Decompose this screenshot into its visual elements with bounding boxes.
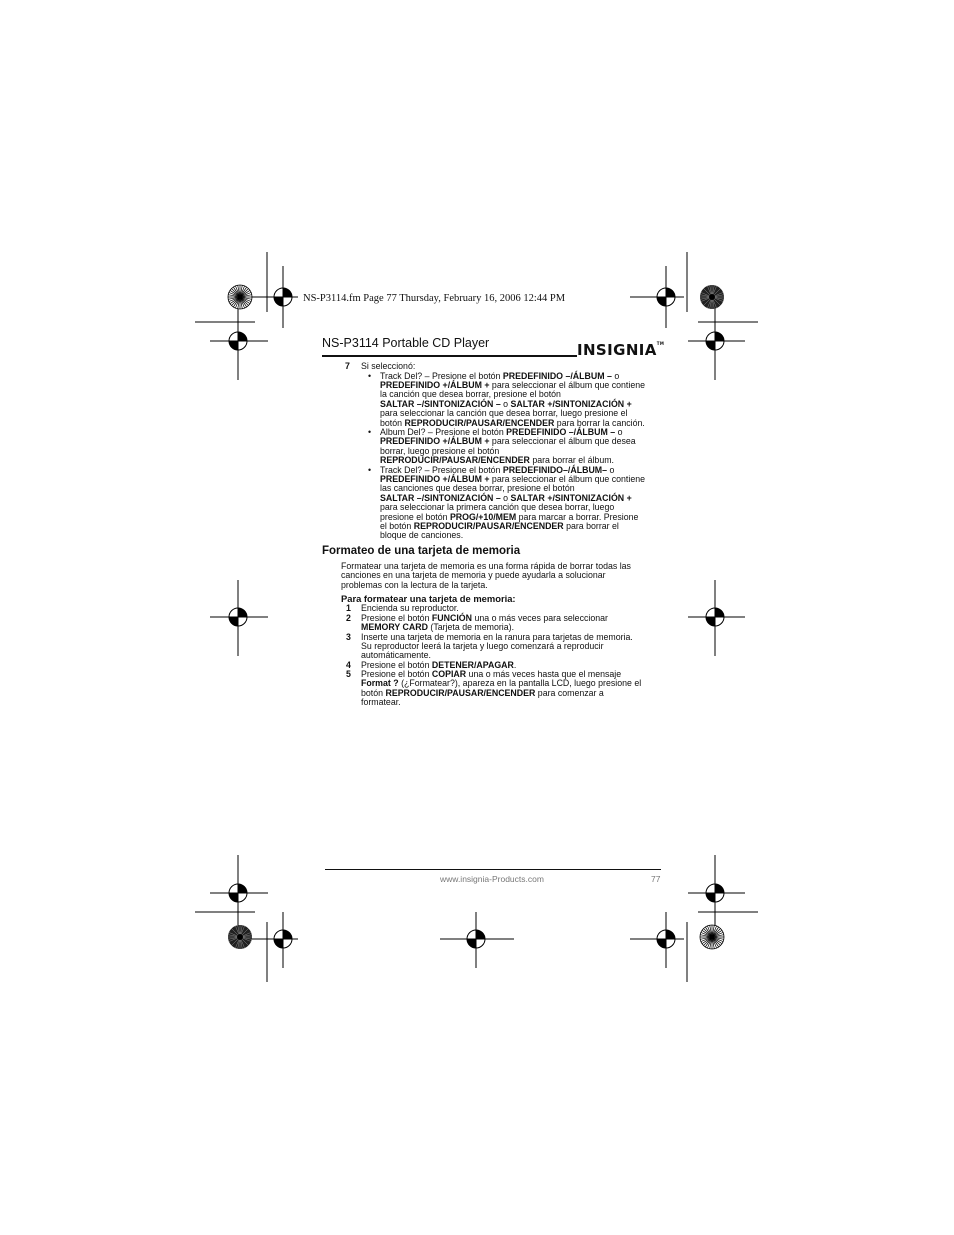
step-number: 7 bbox=[345, 361, 350, 371]
text-run: la canción que desea borrar, presione el botón bbox=[380, 389, 561, 400]
text-run: (Tarjeta de memoria). bbox=[427, 621, 515, 632]
text-run: Inserte una tarjeta de memoria en la ranura para tarjetas de memoria. bbox=[361, 631, 633, 642]
step-number: 1 bbox=[346, 603, 351, 613]
text-run: o bbox=[500, 492, 511, 503]
bold-term: REPRODUCIR/PAUSAR/ENCENDER bbox=[385, 687, 536, 698]
text-run: o bbox=[500, 398, 511, 409]
step-line bbox=[361, 698, 401, 707]
text-run: para comenzar a bbox=[535, 687, 604, 698]
text-run: una o más veces hasta que el mensaje bbox=[466, 669, 622, 679]
bold-term: SALTAR +/SINTONIZACIÓN + bbox=[510, 398, 632, 409]
text-run: borrar, luego presione el botón bbox=[380, 445, 500, 456]
bullet-marker: • bbox=[368, 427, 372, 437]
section-heading: Formateo de una tarjeta de memoria bbox=[322, 545, 521, 557]
text-run: automáticamente. bbox=[361, 650, 431, 661]
bullet-marker: • bbox=[368, 370, 372, 381]
bold-term: REPRODUCIR/PAUSAR/ENCENDER bbox=[413, 520, 564, 531]
text-run: canciones en una tarjeta de memoria y puede ayudarla a solucionar bbox=[341, 570, 606, 581]
bold-term: COPIAR bbox=[431, 669, 467, 679]
bold-term: REPRODUCIR/PAUSAR/ENCENDER bbox=[380, 455, 530, 466]
text-run: bloque de canciones. bbox=[380, 530, 464, 541]
text-run: Encienda su reproductor. bbox=[361, 603, 459, 613]
text-run: una o más veces para seleccionar bbox=[472, 612, 608, 623]
bold-term: SALTAR –/SINTONIZACIÓN – bbox=[380, 398, 501, 409]
text-run: para borrar el álbum. bbox=[529, 455, 614, 466]
page-header-title: NS-P3114 Portable CD Player bbox=[322, 336, 490, 350]
text-run: Album Del? – Presione el botón bbox=[380, 427, 507, 437]
step-number: 4 bbox=[346, 659, 351, 670]
bold-term: FUNCIÓN bbox=[431, 612, 472, 623]
footer-url: www.insignia-Products.com bbox=[440, 874, 544, 884]
text-run: para seleccionar la canción que desea borrar, luego presione el bbox=[380, 408, 628, 419]
procedure-heading: Para formatear una tarjeta de memoria: bbox=[341, 593, 516, 604]
text-run: presione el botón bbox=[380, 511, 450, 522]
text-run: las canciones que desea borrar, presione el botón bbox=[380, 483, 575, 494]
text-run: para seleccionar el álbum que desea bbox=[489, 436, 636, 447]
text-run: . bbox=[513, 659, 517, 670]
text-run: para borrar la canción. bbox=[554, 417, 645, 428]
bold-term: PREDEFINIDO +/ÁLBUM + bbox=[380, 473, 490, 484]
text-run: para seleccionar el álbum que contiene bbox=[489, 473, 645, 484]
text-run: Formatear una tarjeta de memoria es una forma rápida de borrar todas las bbox=[341, 561, 631, 571]
text-run: el botón bbox=[380, 520, 414, 531]
text-run: o bbox=[607, 464, 615, 475]
text-run: (¿Formatear?), apareza en la pantalla LCD, luego presione el bbox=[398, 678, 642, 689]
bold-term: SALTAR +/SINTONIZACIÓN + bbox=[510, 492, 632, 503]
page-number: 77 bbox=[651, 874, 661, 884]
bold-term: REPRODUCIR/PAUSAR/ENCENDER bbox=[404, 417, 555, 428]
text-run: problemas con la lectura de la tarjeta. bbox=[341, 579, 488, 590]
bullet-marker: • bbox=[368, 464, 372, 475]
step-number: 3 bbox=[346, 631, 351, 642]
step-intro: Si seleccionó: bbox=[361, 361, 416, 371]
text-run: para seleccionar el álbum que contiene bbox=[489, 379, 645, 390]
bold-term: PREDEFINIDO –/ÁLBUM – bbox=[506, 427, 616, 437]
text-run: Presione el botón bbox=[361, 659, 432, 670]
header-rule bbox=[322, 355, 577, 357]
intro-line bbox=[341, 581, 488, 590]
text-run: para marcar a borrar. Presione bbox=[516, 511, 639, 522]
bold-term: PREDEFINIDO +/ÁLBUM + bbox=[380, 379, 490, 390]
bold-term: PREDEFINIDO –/ÁLBUM – bbox=[502, 370, 612, 381]
bold-term: MEMORY CARD bbox=[361, 621, 428, 632]
bold-term: Format ? bbox=[361, 678, 399, 689]
step-number: 5 bbox=[346, 669, 351, 679]
insignia-logo bbox=[577, 341, 664, 359]
text-run: botón bbox=[361, 687, 386, 698]
text-run: Track Del? – Presione el botón bbox=[380, 464, 503, 475]
bold-term: DETENER/APAGAR bbox=[431, 659, 514, 670]
text-run: botón bbox=[380, 417, 405, 428]
text-run: formatear. bbox=[361, 697, 401, 708]
text-run: para borrar el bbox=[563, 520, 619, 531]
bold-term: PREDEFINIDO–/ÁLBUM– bbox=[502, 464, 608, 475]
text-run: para seleccionar la primera canción que desea borrar, luego bbox=[380, 502, 615, 513]
bold-term: PROG/+10/MEM bbox=[449, 511, 517, 522]
file-slug: NS-P3114.fm Page 77 Thursday, February 16, 2006 12:44 PM bbox=[303, 293, 566, 304]
logo-text: INSIGNIA bbox=[577, 341, 657, 359]
step-number: 2 bbox=[346, 612, 351, 623]
footer-rule bbox=[325, 869, 661, 870]
text-run: o bbox=[615, 427, 623, 437]
text-run: Track Del? – Presione el botón bbox=[380, 370, 503, 381]
bold-term: SALTAR –/SINTONIZACIÓN – bbox=[380, 492, 501, 503]
text-run: Su reproductor leerá la tarjeta y luego comenzará a reproducir bbox=[361, 640, 604, 651]
logo-tm: TM bbox=[656, 341, 665, 346]
text-run: Presione el botón bbox=[361, 669, 432, 679]
text-run: o bbox=[611, 370, 620, 381]
bold-term: PREDEFINIDO +/ÁLBUM + bbox=[380, 436, 490, 447]
text-run: Presione el botón bbox=[361, 612, 432, 623]
bullet-line bbox=[380, 531, 463, 540]
